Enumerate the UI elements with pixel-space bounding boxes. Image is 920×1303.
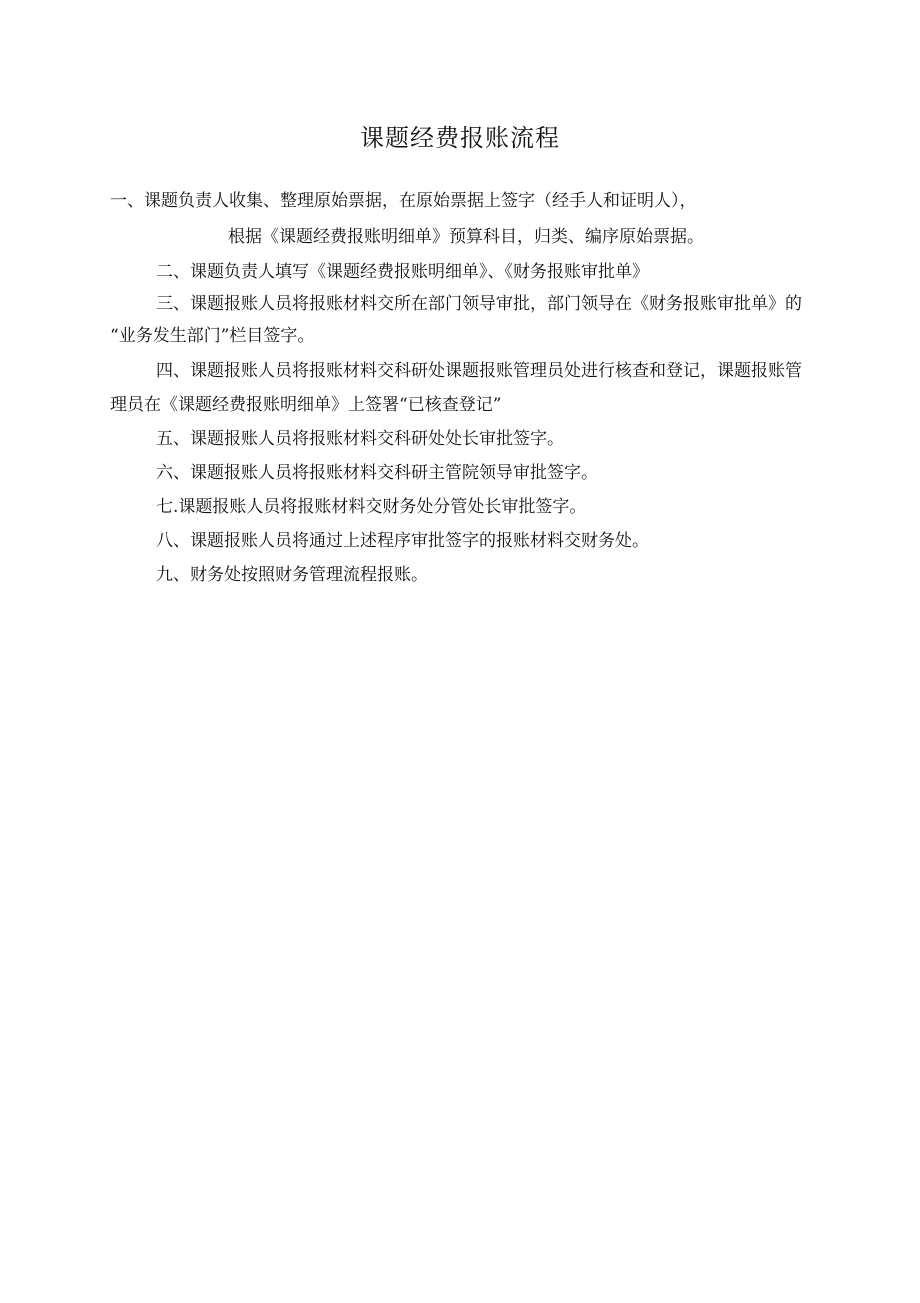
step-9-line: 九、财务处按照财务管理流程报账。 bbox=[156, 565, 428, 585]
step-2-line: 二、课题负责人填写《课题经费报账明细单》、《财务报账审批单》 bbox=[156, 262, 649, 282]
step-6-line: 六、课题报账人员将报账材料交科研主管院领导审批签字。 bbox=[156, 463, 598, 483]
step-3-line-2: “业务发生部门”栏目签字。 bbox=[110, 326, 315, 346]
step-1-line-1: 一、课题负责人收集、整理原始票据，在原始票据上签字（经手人和证明人）， bbox=[110, 191, 697, 211]
step-8-line: 八、课题报账人员将通过上述程序审批签字的报账材料交财务处。 bbox=[156, 531, 649, 551]
step-3-line-1: 三、课题报账人员将报账材料交所在部门领导审批，部门领导在《财务报账审批单》的 bbox=[156, 294, 802, 314]
step-1-line-2: 根据《课题经费报账明细单》预算科目，归类、编序原始票据。 bbox=[228, 227, 704, 247]
step-4-line-1: 四、课题报账人员将报账材料交科研处课题报账管理员处进行核查和登记，课题报账管 bbox=[156, 361, 802, 381]
step-7-line: 七.课题报账人员将报账材料交财务处分管处长审批签字。 bbox=[156, 497, 587, 517]
step-4-line-2: 理员在《课题经费报账明细单》上签署“已核查登记” bbox=[110, 395, 502, 415]
document-title: 课题经费报账流程 bbox=[360, 124, 560, 152]
step-5-line: 五、课题报账人员将报账材料交科研处处长审批签字。 bbox=[156, 429, 564, 449]
